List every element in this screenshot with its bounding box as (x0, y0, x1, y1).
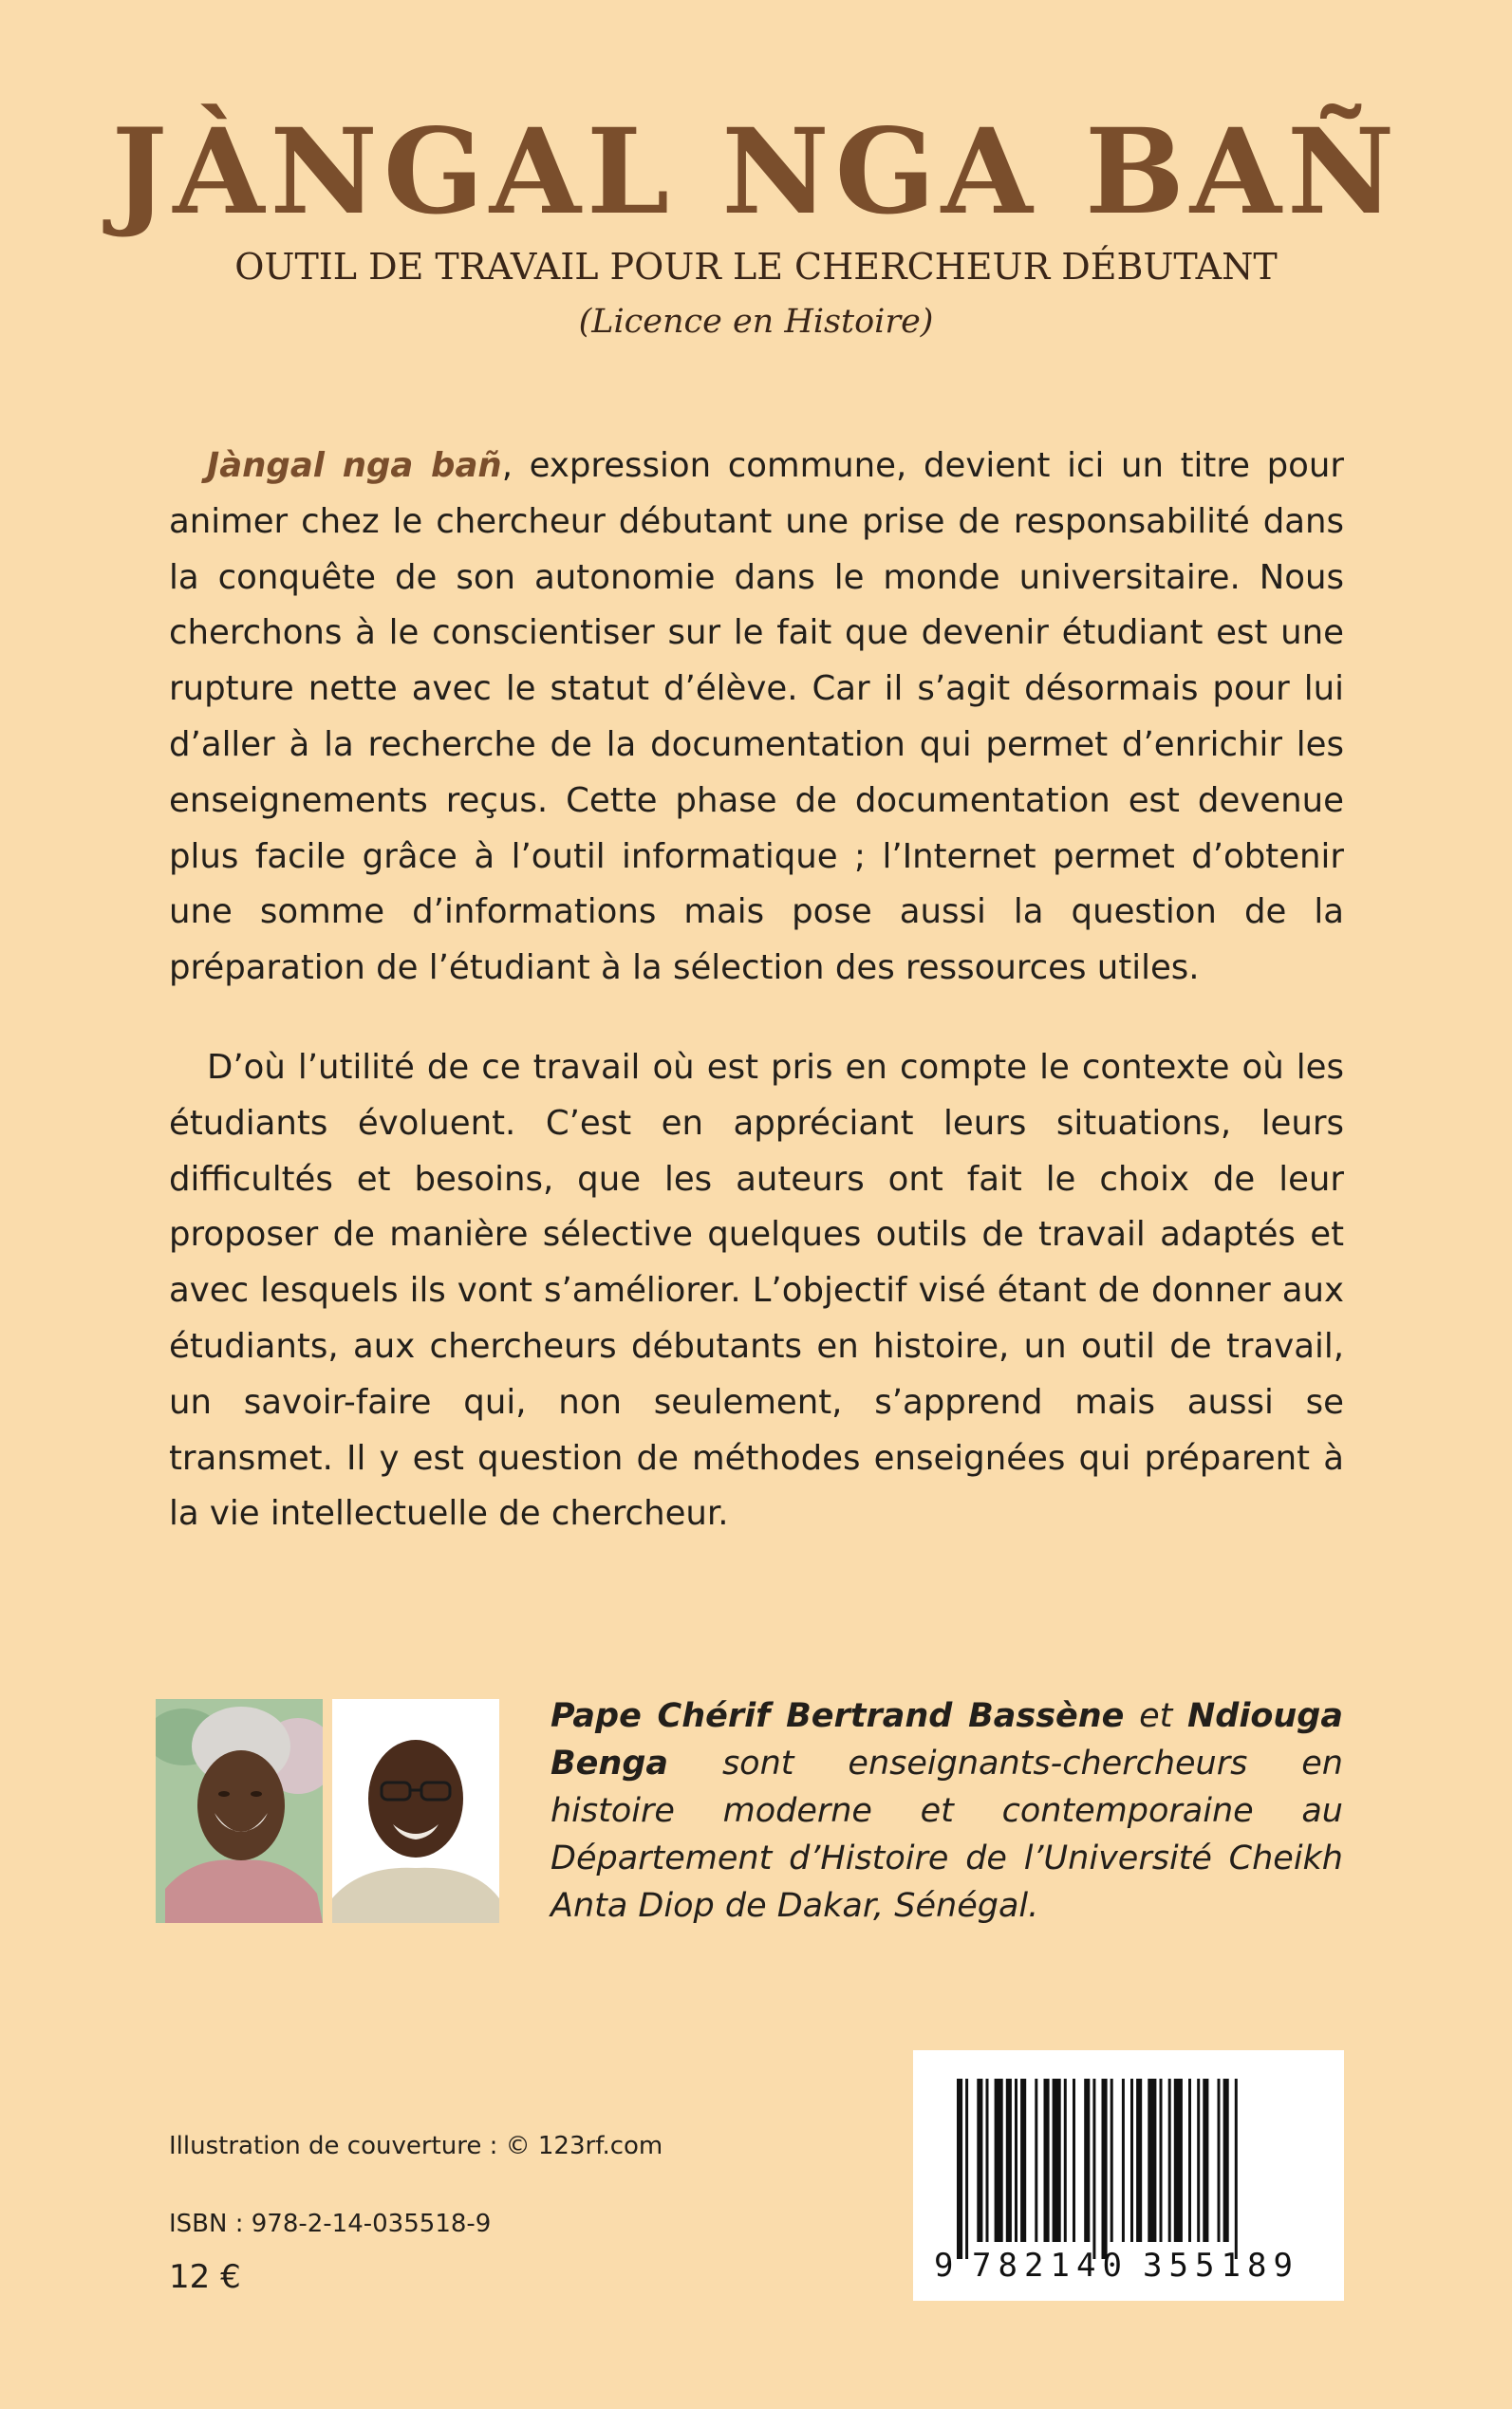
barcode-bar (1111, 2079, 1113, 2242)
barcode (913, 2050, 1344, 2301)
barcode-bar (1020, 2079, 1026, 2242)
barcode-bar (1136, 2079, 1142, 2242)
barcode-bar (957, 2079, 962, 2259)
barcode-bar (1064, 2079, 1067, 2242)
barcode-bar (1148, 2079, 1156, 2242)
barcode-bar (1122, 2079, 1125, 2242)
barcode-bar (1218, 2079, 1221, 2242)
isbn: ISBN : 978-2-14-035518-9 (169, 2210, 492, 2238)
barcode-bar (1223, 2079, 1229, 2242)
author-name-2: Ndiouga Benga (551, 1697, 1343, 1783)
price: 12 € (169, 2258, 241, 2296)
barcode-bar (1084, 2079, 1090, 2242)
barcode-bar (1174, 2079, 1183, 2242)
barcode-bar (1015, 2079, 1017, 2242)
book-subtitle: OUTIL DE TRAVAIL POUR LE CHERCHEUR DÉBUTANT (234, 246, 1278, 288)
authors-bio-text: sont enseignants-chercheurs en histoire moderne et contemporaine au Département d’Histoire de l’Université Cheikh Anta Diop de Dakar, Sénégal. (551, 1745, 1343, 1925)
author-photo-bassene (156, 1699, 323, 1923)
barcode-bar (1044, 2079, 1050, 2242)
author-name-1: Pape Chérif Bertrand Bassène (551, 1697, 1125, 1735)
barcode-bar (1102, 2079, 1108, 2259)
barcode-digits-left: 782140 (972, 2247, 1122, 2285)
barcode-bar (986, 2079, 989, 2242)
illustration-credit: Illustration de couverture : © 123rf.com (169, 2132, 663, 2160)
barcode-bar (1035, 2079, 1037, 2242)
barcode-bar (965, 2079, 968, 2259)
blurb-lead-phrase: Jàngal nga bañ (207, 446, 502, 485)
barcode-bar (1130, 2079, 1133, 2242)
barcode-bar (1160, 2079, 1163, 2242)
blurb-paragraph-2: D’où l’utilité de ce travail où est pris en compte le contexte où les étudiants évoluent. C’est en appréciant leurs situations, leurs difficultés et besoins, que les auteurs ont fait le choix de leur proposer de manière sélective quelques outils de travail adaptés et avec lesquels ils vont s’améliorer. L’objectif visé étant de donner aux étudiants, aux chercheurs débutants en histoire, un outil de travail, un savoir-faire qui, non seulement, s’apprend mais aussi se transmet. Il y est question de méthodes enseignées qui préparent à la vie intellectuelle de chercheur. (169, 1048, 1344, 1534)
author-photo-benga (332, 1699, 499, 1923)
barcode-bar (1203, 2079, 1208, 2242)
barcode-bar (1168, 2079, 1171, 2242)
authors-bio (551, 1692, 1343, 1930)
barcode-bar (1197, 2079, 1200, 2242)
book-subtitle-detail: (Licence en Histoire) (578, 303, 934, 341)
barcode-digit-lead: 9 (934, 2247, 954, 2285)
author-connector: et (1124, 1697, 1187, 1735)
barcode-bar (1235, 2079, 1238, 2259)
blurb-paragraph-1-text: , expression commune, devient ici un titre pour animer chez le chercheur débutant une prise de responsabilité dans la conquête de son autonomie dans le monde universitaire. Nous cherchons à le conscientiser sur le fait que devenir étudiant est une rupture nette avec le statut d’élève. Car il s’agit désormais pour lui d’aller à la recherche de la documentation qui permet d’enrichir les enseignements reçus. Cette phase de documentation est devenue plus facile grâce à l’outil informatique ; l’Internet permet d’obtenir une somme d’informations mais pose aussi la question de la préparation de l’étudiant à la sélection des ressources utiles. (169, 446, 1344, 988)
barcode-digits-right: 355189 (1143, 2247, 1293, 2285)
book-title: JÀNGAL NGA BAÑ (111, 103, 1401, 241)
blurb-paragraph-1 (169, 439, 1344, 997)
barcode-bar (1188, 2079, 1191, 2242)
barcode-bar (1053, 2079, 1061, 2242)
barcode-bar (977, 2079, 982, 2242)
barcode-bar (995, 2079, 1003, 2242)
barcode-bar (1006, 2079, 1012, 2242)
barcode-bar (1073, 2079, 1075, 2242)
barcode-bars (957, 2079, 1238, 2259)
barcode-bar (1092, 2079, 1095, 2259)
